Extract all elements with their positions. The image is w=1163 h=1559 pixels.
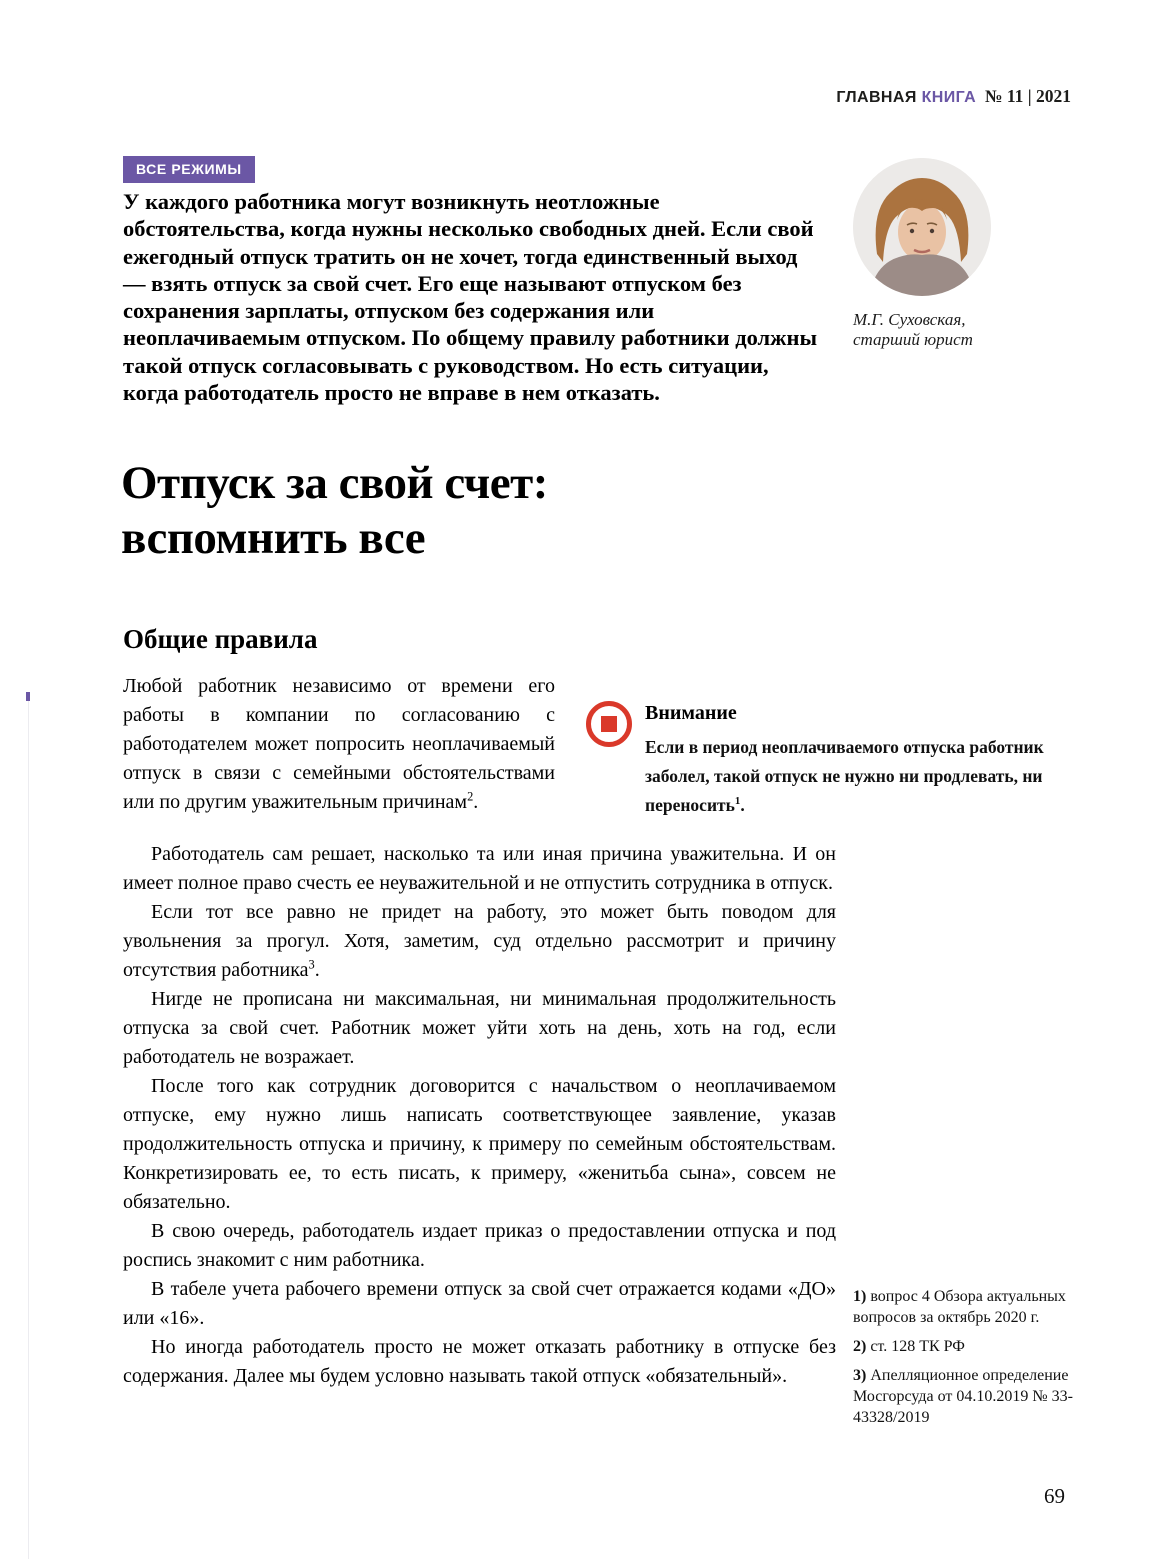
body-paragraph: Работодатель сам решает, насколько та или иная причина уважительна. И он имеет полное право счесть ее неуважительной и не отпустить сотрудника в отпуск. <box>123 843 836 894</box>
author-caption <box>853 310 1083 350</box>
page-number: 69 <box>1044 1484 1065 1508</box>
title-line-1: Отпуск за свой счет: <box>121 457 548 509</box>
attention-text: Если в период неоплачиваемого отпуска работник заболел, такой отпуск не нужно ни продлевать, ни переносить$^1$. <box>645 737 1044 815</box>
footnote <box>853 1365 1105 1428</box>
rubric-badge: ВСЕ РЕЖИМЫ <box>123 156 255 183</box>
attention-callout <box>585 700 1050 820</box>
footnote-number: 2) <box>853 1338 867 1355</box>
issue-number: № 11 | 2021 <box>984 86 1071 106</box>
footnote-ref-1: 1 <box>734 795 741 808</box>
body-paragraph: Но иногда работодатель просто не может отказать работнику в отпуске без содержания. Далее мы будем условно называть такой отпуск «обязательный». <box>123 1336 836 1387</box>
woman-portrait-icon <box>853 158 991 296</box>
author-photo <box>853 158 991 296</box>
title-line-2: вспомнить все <box>121 512 426 564</box>
margin-fold-line <box>28 701 29 1559</box>
footnote-ref-3: 3 <box>308 957 315 972</box>
body-paragraph: Если тот все равно не придет на работу, это может быть поводом для увольнения за прогул. Хотя, заметим, суд отдельно рассмотрит и причину отсутствия работника$^3$. <box>123 901 836 981</box>
footnote-text: вопрос 4 Обзора актуальных вопросов за октябрь 2020 г. <box>853 1288 1066 1326</box>
page-header <box>836 86 1071 107</box>
margin-tick-mark <box>26 692 30 701</box>
attention-icon <box>585 700 633 748</box>
magazine-name-purple: КНИГА <box>921 89 977 106</box>
footnote-number: 3) <box>853 1367 867 1384</box>
section-heading: Общие правила <box>123 624 318 654</box>
article-body <box>123 840 836 1391</box>
footnote-number: 1) <box>853 1288 867 1305</box>
body-paragraph: В табеле учета рабочего времени отпуск за свой счет отражается кодами «ДО» или «16». <box>123 1278 836 1329</box>
attention-content <box>645 700 1050 820</box>
intro-paragraph: Любой работник независимо от времени его работы в компании по согласованию с работодателем может попросить неоплачиваемый отпуск в связи с семейными обстоятельствами или по другим уважительным причинам$^2$. <box>123 675 555 813</box>
author-role: старший юрист <box>853 330 973 349</box>
magazine-name-black: ГЛАВНАЯ <box>836 89 917 106</box>
lead-paragraph: У каждого работника могут возникнуть неотложные обстоятельства, когда нужны несколько свободных дней. Если свой ежегодный отпуск тратить он не хочет, тогда единственный выход — взять отпуск за свой счет. Его еще называют отпуском без сохранения зарплаты, отпуском без содержания или неоплачиваемым отпуском. По общему правилу работники должны такой отпуск согласовывать с руководством. Но есть ситуации, когда работодатель просто не вправе в нем отказать. <box>123 189 818 406</box>
attention-title: Внимание <box>645 702 737 724</box>
footnote-ref-2: 2 <box>467 789 474 804</box>
author-block <box>853 158 1083 350</box>
footnote <box>853 1336 1105 1357</box>
body-paragraph: После того как сотрудник договорится с начальством о неоплачиваемом отпуске, ему нужно лишь написать соответствующее заявление, указав продолжительность отпуска и причину, к примеру по семейным обстоятельствам. Конкретизировать ее, то есть писать, к примеру, «женитьба сына», совсем не обязательно. <box>123 1075 836 1213</box>
footnote <box>853 1286 1105 1328</box>
body-paragraph: Нигде не прописана ни максимальная, ни минимальная продолжительность отпуска за свой счет. Работник может уйти хоть на день, хоть на год, если работодатель не возражает. <box>123 988 836 1068</box>
body-paragraph: В свою очередь, работодатель издает приказ о предоставлении отпуска и под роспись знакомит с ним работника. <box>123 1220 836 1271</box>
author-name: М.Г. Суховская, <box>853 310 966 329</box>
article-title <box>121 456 548 566</box>
footnote-text: Апелляционное определение Мосгорсуда от 04.10.2019 № 33-43328/2019 <box>853 1367 1073 1426</box>
footnotes-sidebar <box>853 1286 1105 1436</box>
footnote-text: ст. 128 ТК РФ <box>870 1338 965 1355</box>
